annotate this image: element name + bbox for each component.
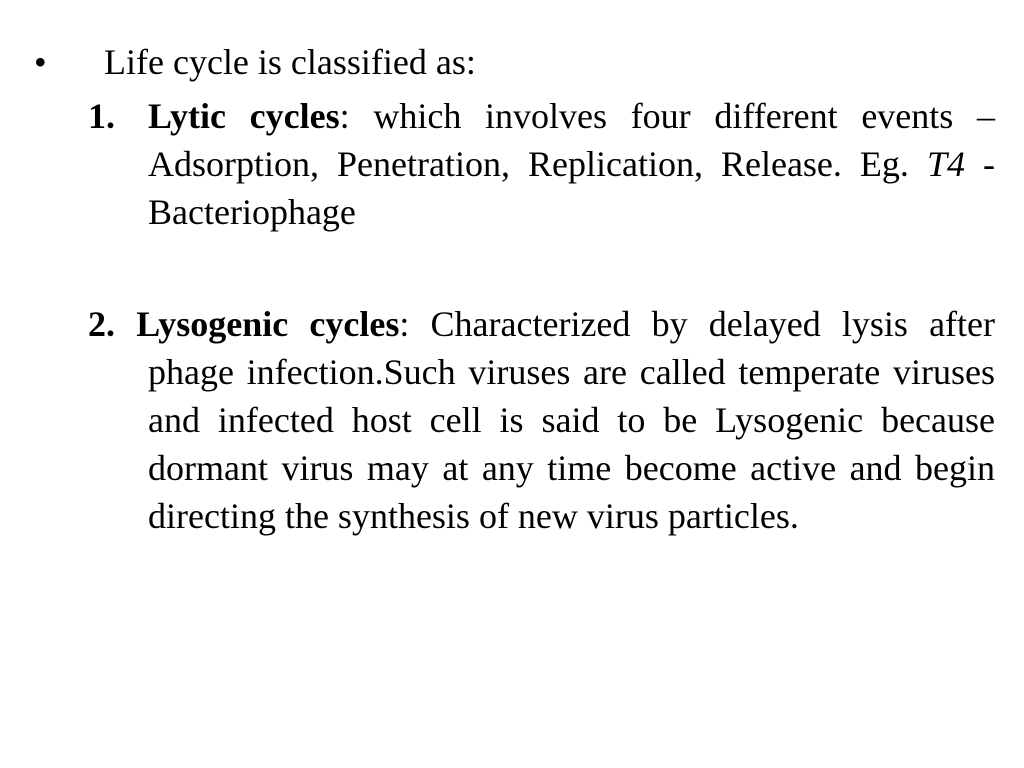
- item-term: Lysogenic cycles: [136, 304, 400, 344]
- intro-text: Life cycle is classified as:: [104, 42, 476, 82]
- item-example: T4: [926, 144, 965, 184]
- item-description: Characterized by delayed lysis after phage infection.Such viruses are called temperate viruses and infected host cell is said to be Lysogenic because dormant virus may at any time become active and begin directing the synthesis of new virus particles.: [148, 304, 996, 536]
- item-term: Lytic cycles: [148, 96, 340, 136]
- list-item-lytic: [88, 92, 995, 236]
- item-description-tail: - Bacteriophage: [148, 144, 995, 232]
- bullet-icon: •: [34, 42, 47, 82]
- item-colon: :: [399, 304, 410, 344]
- item-description: which involves four different events – Adsorption, Penetration, Replication, Release. Eg.: [148, 96, 995, 184]
- item-number: 2.: [88, 304, 115, 344]
- item-colon: :: [339, 96, 350, 136]
- item-number: 1.: [88, 96, 115, 136]
- list-item-lysogenic: [88, 300, 995, 540]
- intro-bullet: [0, 40, 1024, 84]
